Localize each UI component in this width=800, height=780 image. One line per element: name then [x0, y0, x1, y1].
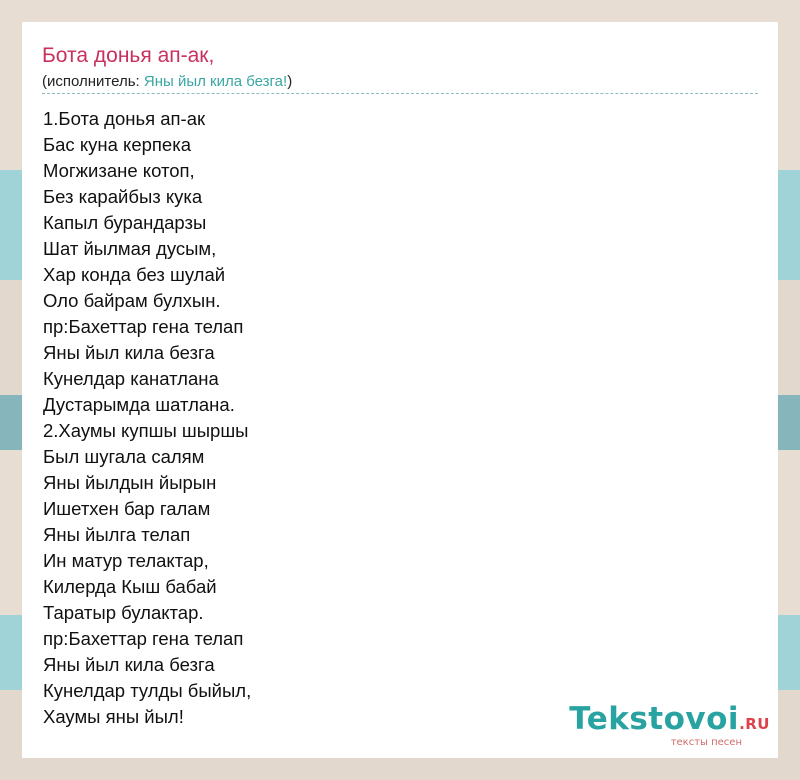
lyric-line: Без карайбыз кука — [43, 186, 203, 207]
artist-line — [42, 73, 292, 90]
artist-link[interactable]: Яны йыл кила безга! — [143, 73, 288, 90]
lyric-line: Ишетхен бар галам — [43, 498, 211, 519]
lyrics-list — [43, 106, 251, 730]
artist-prefix: (исполнитель: — [42, 73, 144, 90]
lyric-line: Килерда Кыш бабай — [43, 576, 217, 597]
lyric-line: Шат йылмая дусым, — [43, 238, 217, 259]
lyric-line: Был шугала салям — [43, 446, 205, 467]
site-logo[interactable] — [569, 703, 770, 748]
lyric-line: Оло байрам булхын. — [43, 290, 221, 311]
lyric-line: Капыл бурандарзы — [43, 212, 207, 233]
lyric-line: Яны йылдын йырын — [43, 472, 217, 493]
lyric-line: Кунелдар тулды быйыл, — [43, 680, 252, 701]
song-title: Бота донья ап-ак, — [42, 44, 215, 67]
lyric-line: Таратыр булактар. — [43, 602, 204, 623]
lyric-line: 2.Хаумы купшы шыршы — [43, 420, 249, 441]
lyric-line: Дустарымда шатлана. — [43, 394, 235, 415]
lyric-line: пр:Бахеттар гена телап — [43, 316, 244, 337]
lyric-line: Бас куна керпека — [43, 134, 191, 155]
lyric-line: Кунелдар канатлана — [43, 368, 219, 389]
logo-tld: .RU — [739, 715, 770, 733]
lyric-line: Хар конда без шулай — [43, 264, 226, 285]
lyric-line: 1.Бота донья ап-ак — [43, 108, 206, 129]
lyrics-card — [22, 22, 778, 758]
logo-name: Tekstovoi — [569, 701, 740, 737]
logo-tagline: тексты песен — [670, 737, 742, 748]
divider — [42, 93, 758, 94]
lyric-line: Ин матур телактар, — [43, 550, 209, 571]
logo-wordmark — [569, 703, 770, 740]
lyric-line: Яны йыл кила безга — [43, 342, 215, 363]
lyric-line: Яны йылга телап — [43, 524, 191, 545]
lyric-line: пр:Бахеттар гена телап — [43, 628, 244, 649]
lyric-line: Могжизане котоп, — [43, 160, 195, 181]
lyric-line: Хаумы яны йыл! — [43, 706, 184, 727]
lyric-line: Яны йыл кила безга — [43, 654, 215, 675]
artist-suffix: ) — [287, 73, 293, 90]
